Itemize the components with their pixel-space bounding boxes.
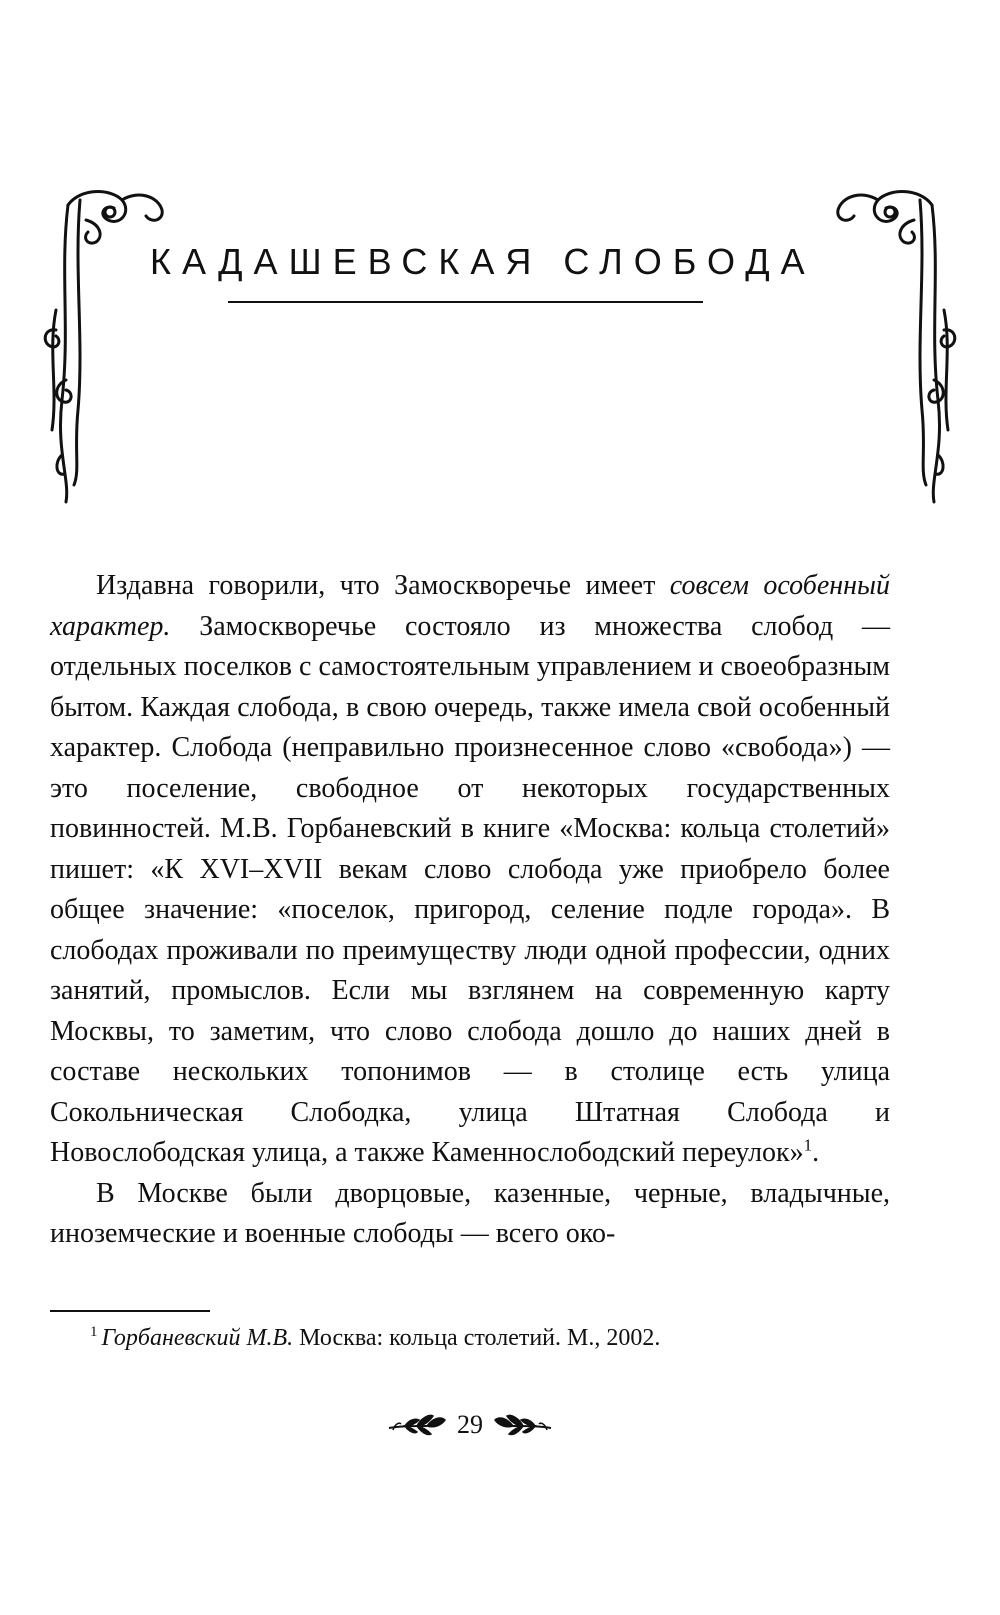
paragraph-1-end: . bbox=[812, 1137, 820, 1168]
footnote-author: Горбаневский М.В. bbox=[101, 1325, 294, 1351]
paragraph-2: В Москве были дворцовые, казенные, черные, владычные, иноземческие и военные слободы — всего око- bbox=[50, 1177, 890, 1249]
leaf-sprig-left-icon bbox=[387, 1412, 447, 1438]
scroll-flourish-left-icon bbox=[40, 180, 180, 510]
page-number: 29 bbox=[457, 1410, 483, 1439]
footnote-text: Москва: кольца столетий. М., 2002. bbox=[293, 1325, 661, 1351]
scroll-flourish-right-icon bbox=[820, 180, 960, 510]
leaf-sprig-right-icon bbox=[493, 1412, 553, 1438]
paragraph-1-rest: Замоскворечье состояло из множества слобод — отдельных поселков с самостоятельным управлением и своеобразным бытом. Каждая слобода, в свою очередь, также имела свой особенный характер. Слобода (неправильно произнесенное слово «свобода») — это поселение, свободное от некоторых государственных повинностей. М.В. Горбаневский в книге «Москва: кольца столетий» пишет: «К XVI–XVII векам слово слобода уже приобрело более общее значение: «поселок, пригород, селение подле города». В слободах проживали по преимуществу люди одной профессии, одних занятий, промыслов. Если мы взглянем на современную карту Москвы, то заметим, что слово слобода дошло до наших дней в составе нескольких топонимов — в столице есть улица Сокольническая Слободка, улица Штатная Слобода и Новослободская улица, а также Каменнослободский переулок» bbox=[50, 610, 890, 1168]
title-underline bbox=[228, 301, 703, 303]
paragraph-1 bbox=[50, 566, 890, 1174]
paragraph-1-start: Издавна говорили, что Замоскворечье имеет bbox=[96, 570, 670, 601]
paragraph-1-italic: совсем особенный характер. bbox=[50, 570, 890, 642]
page-footer bbox=[360, 1405, 580, 1445]
main-text bbox=[50, 566, 890, 1255]
footnote bbox=[90, 1322, 890, 1354]
chapter-title: КАДАШЕВСКАЯ СЛОБОДА bbox=[150, 241, 816, 282]
footnote-marker: 1 bbox=[90, 1324, 98, 1340]
footnote-divider bbox=[50, 1310, 210, 1312]
footnote-reference[interactable]: 1 bbox=[803, 1135, 813, 1155]
